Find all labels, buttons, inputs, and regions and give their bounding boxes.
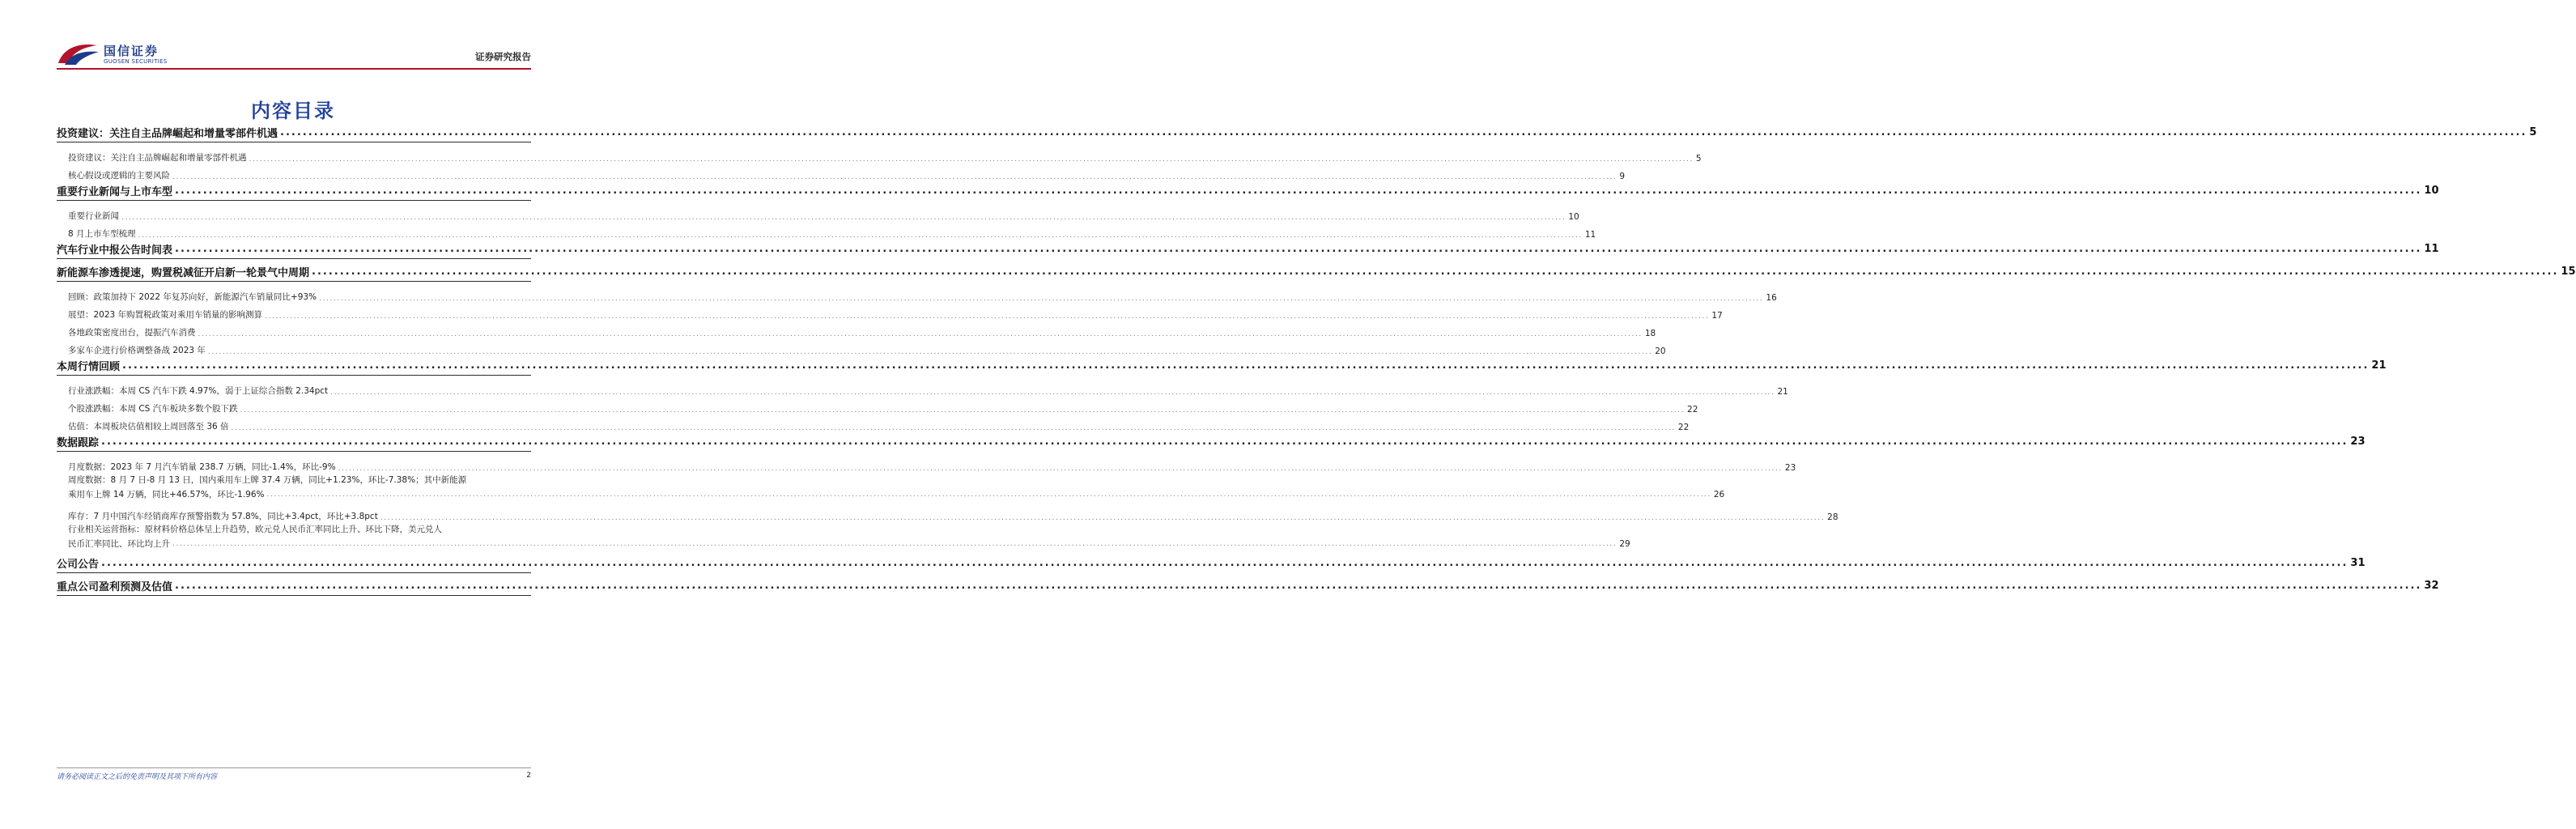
company-logo (57, 40, 194, 68)
footer-divider (57, 767, 531, 768)
toc-leader-dots: ................................................................................................................................................................................................................................................................................................................................................................................................................ (319, 295, 1764, 303)
toc-leader-dots: ................................................................................................................................................................................................................................................................................................................................................................................................................ (172, 173, 1617, 181)
toc-subsection-entry[interactable] (57, 321, 1656, 338)
toc-page-number: 11 (1584, 230, 1596, 240)
toc-leader-dots: ................................................................................................................................................................................................................................................................................................................................................................................................................ (312, 266, 2559, 278)
toc-subsection-title: 核心假设或逻辑的主要风险 (68, 171, 170, 181)
toc-subsection-entry[interactable] (57, 397, 1698, 414)
toc-section-title: 公司公告 (57, 559, 100, 571)
toc-subsection-title: 投资建议：关注自主品牌崛起和增量零部件机遇 (68, 153, 247, 163)
toc-section-title: 重点公司盈利预测及估值 (57, 581, 173, 593)
toc-subsection-entry[interactable] (57, 522, 1630, 554)
page-number: 2 (526, 772, 531, 780)
toc-page-number: 9 (1619, 172, 1626, 181)
toc-section-entry[interactable] (57, 240, 2439, 259)
toc-page-number: 5 (1695, 154, 1702, 164)
toc-page-number: 15 (2561, 266, 2576, 278)
toc-subsection-title: 库存：7 月中国汽车经销商库存预警指数为 57.8%，同比+3.4pct，环比+3.8pct (68, 512, 378, 521)
toc-leader-dots: ................................................................................................................................................................................................................................................................................................................................................................................................................ (231, 424, 1676, 432)
toc-leader-dots: ................................................................................................................................................................................................................................................................................................................................................................................................................ (172, 540, 1617, 548)
toc-section-entry[interactable] (57, 123, 2537, 142)
toc-subsection-title-cont: 民币汇率同比、环比均上升 (68, 539, 170, 549)
toc-page-number: 11 (2424, 243, 2439, 255)
toc-leader-dots: ................................................................................................................................................................................................................................................................................................................................................................................................................ (207, 348, 1653, 356)
table-of-contents (57, 123, 2576, 599)
toc-page-number: 22 (1687, 405, 1698, 414)
toc-subsection-title-cont: 乘用车上牌 14 万辆，同比+46.57%，环比-1.96% (68, 490, 265, 500)
toc-section-entry[interactable] (57, 262, 2576, 282)
page-header (57, 39, 531, 68)
toc-page-number: 22 (1677, 423, 1690, 432)
toc-subsection-title: 行业相关运营指标：原材料价格总体呈上升趋势，欧元兑人民币汇率同比上升、环比下降，美元兑人 (68, 525, 442, 534)
toc-section-entry[interactable] (57, 554, 2366, 573)
toc-page-number: 20 (1655, 346, 1666, 356)
toc-page-number: 23 (2350, 436, 2366, 448)
toc-leader-dots: ................................................................................................................................................................................................................................................................................................................................................................................................................ (175, 243, 2422, 255)
toc-subsection-entry[interactable] (57, 338, 1666, 356)
toc-subsection-entry[interactable] (57, 303, 1723, 321)
toc-page-number: 31 (2350, 557, 2366, 569)
toc-section-title: 本周行情回顾 (57, 361, 121, 373)
toc-page-number: 16 (1766, 293, 1777, 303)
toc-leader-dots: ................................................................................................................................................................................................................................................................................................................................................................................................................ (122, 359, 2370, 372)
toc-subsection-title: 个股涨跌幅：本周 CS 汽车板块多数个股下跌 (68, 404, 238, 414)
toc-subsection-entry[interactable] (57, 164, 1626, 181)
toc-page-number: 21 (1777, 387, 1788, 397)
toc-section-title: 汽车行业中报公告时间表 (57, 244, 173, 257)
toc-subsection-title: 周度数据：8 月 7 日-8 月 13 日，国内乘用车上牌 37.4 万辆，同比+1.23%，环比-7.38%；其中新能源 (68, 475, 467, 485)
logo-mark-icon (57, 40, 100, 68)
toc-leader-dots: ................................................................................................................................................................................................................................................................................................................................................................................................................ (240, 406, 1685, 414)
toc-subsection-entry[interactable] (57, 285, 1777, 303)
toc-subsection-entry[interactable] (57, 146, 1702, 164)
toc-subsection-title: 回顾：政策加持下 2022 年复苏向好，新能源汽车销量同比+93% (68, 292, 317, 302)
toc-leader-dots: ................................................................................................................................................................................................................................................................................................................................................................................................................ (380, 514, 1826, 522)
logo-text-en: GUOSEN SECURITIES (104, 58, 168, 65)
toc-section-title: 数据跟踪 (57, 437, 100, 449)
toc-leader-dots: ................................................................................................................................................................................................................................................................................................................................................................................................................ (175, 580, 2422, 592)
toc-leader-dots: ................................................................................................................................................................................................................................................................................................................................................................................................................ (101, 557, 2349, 569)
toc-page-number: 17 (1711, 311, 1723, 321)
toc-page-number: 23 (1784, 463, 1796, 473)
toc-subsection-title: 重要行业新闻 (68, 211, 119, 221)
toc-subsection-entry[interactable] (57, 414, 1690, 432)
toc-section-title: 重要行业新闻与上市车型 (57, 186, 173, 198)
toc-subsection-title: 估值：本周板块估值相较上周回落至 36 倍 (68, 422, 229, 432)
toc-subsection-entry[interactable] (57, 473, 1725, 504)
toc-leader-dots: ................................................................................................................................................................................................................................................................................................................................................................................................................ (198, 330, 1643, 338)
toc-section-entry[interactable] (57, 576, 2439, 596)
toc-subsection-line2 (68, 487, 1725, 502)
toc-leader-dots: ................................................................................................................................................................................................................................................................................................................................................................................................................ (175, 185, 2422, 197)
header-divider (57, 68, 531, 70)
toc-page-number: 28 (1827, 512, 1838, 522)
toc-subsection-entry[interactable] (57, 504, 1838, 522)
report-type-label: 证券研究报告 (475, 51, 531, 62)
toc-leader-dots: ................................................................................................................................................................................................................................................................................................................................................................................................................ (265, 312, 1710, 321)
toc-leader-dots: ................................................................................................................................................................................................................................................................................................................................................................................................................ (249, 155, 1694, 164)
logo-text-cn: 国信证券 (104, 44, 159, 58)
toc-subsection-title: 8 月上市车型梳理 (68, 229, 136, 239)
toc-leader-dots: ................................................................................................................................................................................................................................................................................................................................................................................................................ (121, 214, 1566, 222)
toc-subsection-entry[interactable] (57, 204, 1579, 222)
toc-section-entry[interactable] (57, 181, 2439, 201)
toc-subsection-entry[interactable] (57, 222, 1596, 240)
toc-subsection-entry[interactable] (57, 455, 1796, 473)
toc-subsection-title: 多家车企进行价格调整备战 2023 年 (68, 346, 206, 355)
toc-leader-dots: ................................................................................................................................................................................................................................................................................................................................................................................................................ (101, 436, 2349, 448)
page-title: 内容目录 (251, 100, 335, 122)
toc-section-entry[interactable] (57, 356, 2387, 376)
toc-subsection-title: 月度数据：2023 年 7 月汽车销量 238.7 万辆，同比-1.4%，环比-9% (68, 462, 336, 472)
toc-section-title: 投资建议：关注自主品牌崛起和增量零部件机遇 (57, 128, 278, 140)
toc-leader-dots: ................................................................................................................................................................................................................................................................................................................................................................................................................ (280, 126, 2527, 138)
toc-page-number: 10 (2424, 185, 2439, 197)
toc-subsection-entry[interactable] (57, 379, 1788, 397)
toc-leader-dots: ................................................................................................................................................................................................................................................................................................................................................................................................................ (138, 232, 1583, 240)
toc-leader-dots: ................................................................................................................................................................................................................................................................................................................................................................................................................ (338, 465, 1783, 473)
footer-disclaimer: 请务必阅读正文之后的免责声明及其项下所有内容 (57, 773, 218, 781)
toc-subsection-title: 各地政策密度出台，提振汽车消费 (68, 328, 196, 338)
toc-page-number: 21 (2371, 359, 2387, 372)
toc-page-number: 29 (1619, 539, 1630, 549)
toc-section-entry[interactable] (57, 432, 2366, 452)
toc-subsection-title: 展望：2023 年购置税政策对乘用车销量的影响测算 (68, 310, 263, 320)
toc-subsection-line2 (68, 537, 1630, 551)
toc-page-number: 26 (1713, 490, 1725, 500)
toc-page-number: 32 (2424, 580, 2439, 592)
toc-leader-dots: ................................................................................................................................................................................................................................................................................................................................................................................................................ (266, 491, 1711, 499)
toc-page-number: 5 (2529, 126, 2537, 138)
toc-page-number: 10 (1568, 212, 1579, 222)
toc-page-number: 18 (1644, 329, 1656, 338)
toc-leader-dots: ................................................................................................................................................................................................................................................................................................................................................................................................................ (330, 389, 1775, 397)
toc-subsection-title: 行业涨跌幅：本周 CS 汽车下跌 4.97%，弱于上证综合指数 2.34pct (68, 386, 329, 396)
toc-section-title: 新能源车渗透提速，购置税减征开启新一轮景气中周期 (57, 267, 310, 279)
